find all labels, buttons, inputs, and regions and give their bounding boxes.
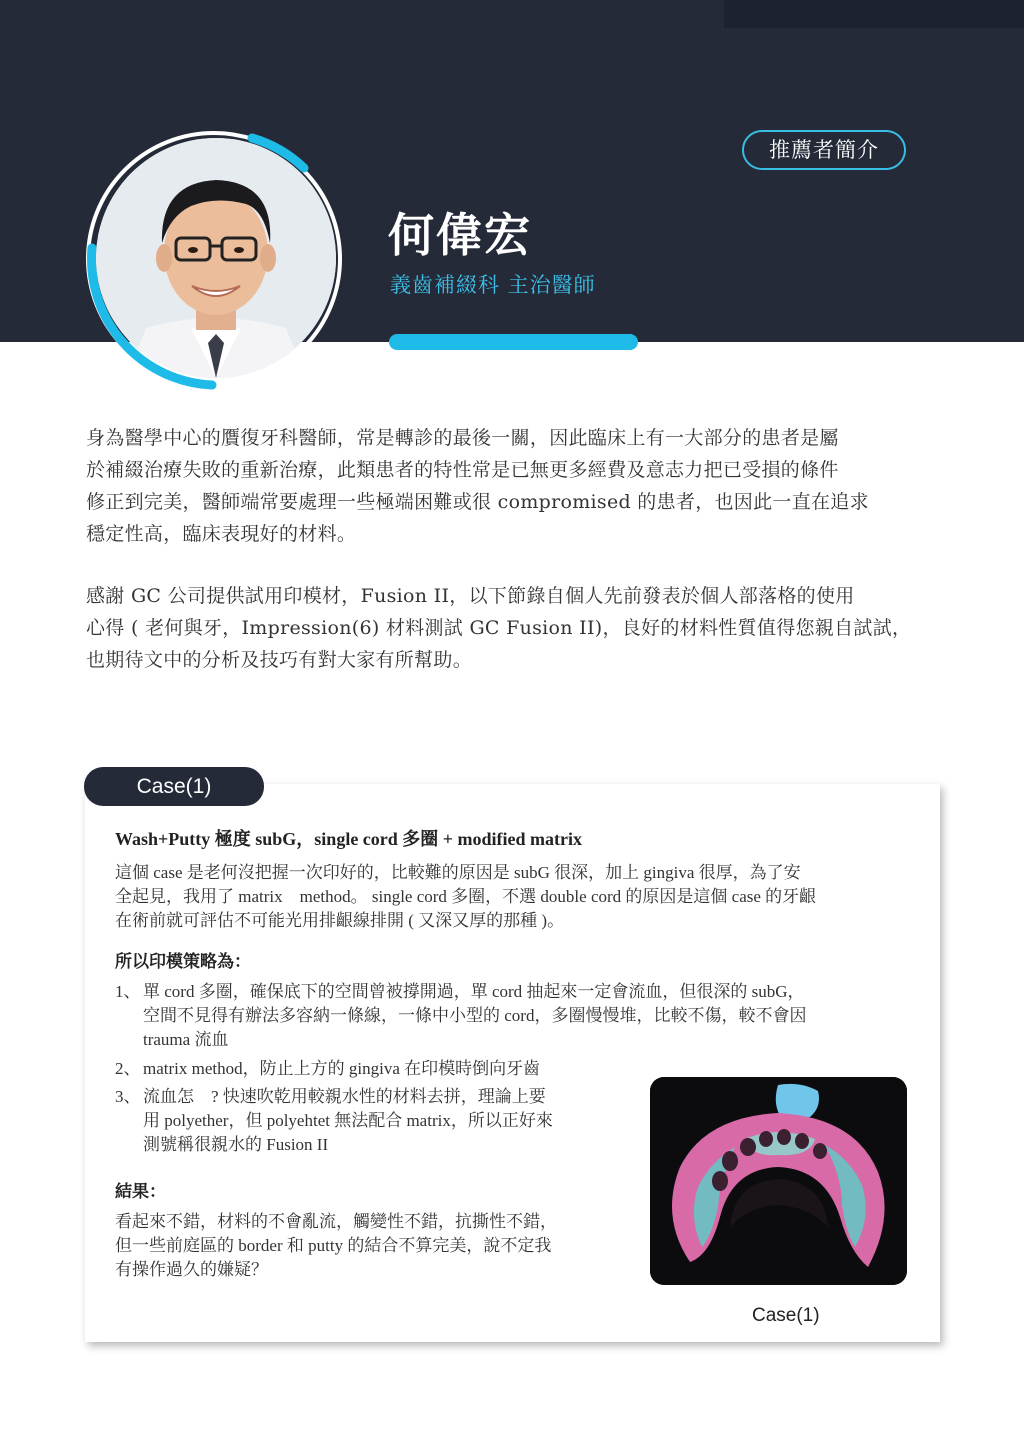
intro-line: 修正到完美，醫師端常要處理一些極端困難或很 compromised 的患者，也因此一直在追求 [86, 491, 869, 513]
doctor-portrait-icon [96, 138, 336, 378]
intro-line: 穩定性高，臨床表現好的材料。 [86, 523, 357, 545]
list-line: matrix method，防止上方的 gingiva 在印模時倒向牙齒 [143, 1059, 541, 1078]
list-number: 1、 [115, 982, 141, 1001]
strategy-item-1 [115, 980, 806, 1052]
doctor-portrait [96, 138, 336, 378]
case-description-line: 在術前就可評估不可能光用排齦線排開 ( 又深又厚的那種 )。 [115, 911, 565, 930]
case-heading: Wash+Putty 極度 subG，single cord 多圈 + modified matrix [115, 829, 583, 849]
strategy-item-3 [115, 1085, 553, 1157]
list-line: 測號稱很親水的 Fusion II [143, 1135, 329, 1154]
intro-line: 也期待文中的分析及技巧有對大家有所幫助。 [86, 649, 473, 671]
intro-paragraph-2 [86, 580, 946, 676]
strategy-item-2 [115, 1057, 540, 1081]
portrait-frame [82, 128, 344, 390]
intro-line: 感謝 GC 公司提供試用印模材，Fusion II，以下節錄自個人先前發表於個人部落格的使用 [86, 585, 855, 607]
strategy-heading: 所以印模策略為： [115, 952, 251, 972]
intro-line: 心得 ( 老何與牙，Impression(6) 材料測試 GC Fusion II)，良好的材料性質值得您親自試試， [86, 617, 912, 639]
result-line: 有操作過久的嫌疑？ [115, 1260, 268, 1279]
intro-line: 於補綴治療失敗的重新治療，此類患者的特性常是已無更多經費及意志力把已受損的條件 [86, 459, 839, 481]
accent-bar [389, 334, 638, 350]
case-tab: Case(1) [84, 767, 264, 806]
recommender-intro-badge: 推薦者簡介 [742, 130, 906, 170]
case-description-line: 全起見，我用了 matrix method。 single cord 多圈，不選 double cord 的原因是這個 case 的牙齦 [115, 887, 817, 906]
header-corner-accent [724, 0, 1024, 28]
list-line: 空間不見得有辦法多容納一條線，一條中小型的 cord，多圈慢慢堆，比較不傷，較不會因 [143, 1006, 807, 1025]
result-line: 看起來不錯，材料的不會亂流，觸變性不錯，抗撕性不錯， [115, 1212, 557, 1231]
doctor-name: 何偉宏 [388, 208, 532, 262]
list-line: 流血怎 ? 快速吹乾用較親水性的材料去拼，理論上要 [143, 1087, 546, 1106]
case-photo [650, 1077, 907, 1285]
intro-line: 身為醫學中心的贋復牙科醫師，常是轉診的最後一關，因此臨床上有一大部分的患者是屬 [86, 427, 839, 449]
list-number: 2、 [115, 1059, 141, 1078]
case-description-line: 這個 case 是老何沒把握一次印好的，比較難的原因是 subG 很深，加上 gingiva 很厚，為了安 [115, 863, 801, 882]
list-number: 3、 [115, 1087, 141, 1106]
list-line: 用 polyether，但 polyehtet 無法配合 matrix，所以正好來 [143, 1111, 553, 1130]
result-heading: 結果： [115, 1182, 166, 1202]
result-line: 但一些前庭區的 border 和 putty 的結合不算完美，說不定我 [115, 1236, 552, 1255]
intro-paragraph-1 [86, 422, 946, 550]
list-line: trauma 流血 [143, 1030, 229, 1049]
doctor-title: 義齒補綴科 主治醫師 [390, 273, 596, 297]
dental-impression-icon [650, 1077, 907, 1285]
list-line: 單 cord 多圈，確保底下的空間曾被撐開過，單 cord 抽起來一定會流血，但很深的 subG， [143, 982, 805, 1001]
photo-caption: Case(1) [752, 1305, 820, 1326]
